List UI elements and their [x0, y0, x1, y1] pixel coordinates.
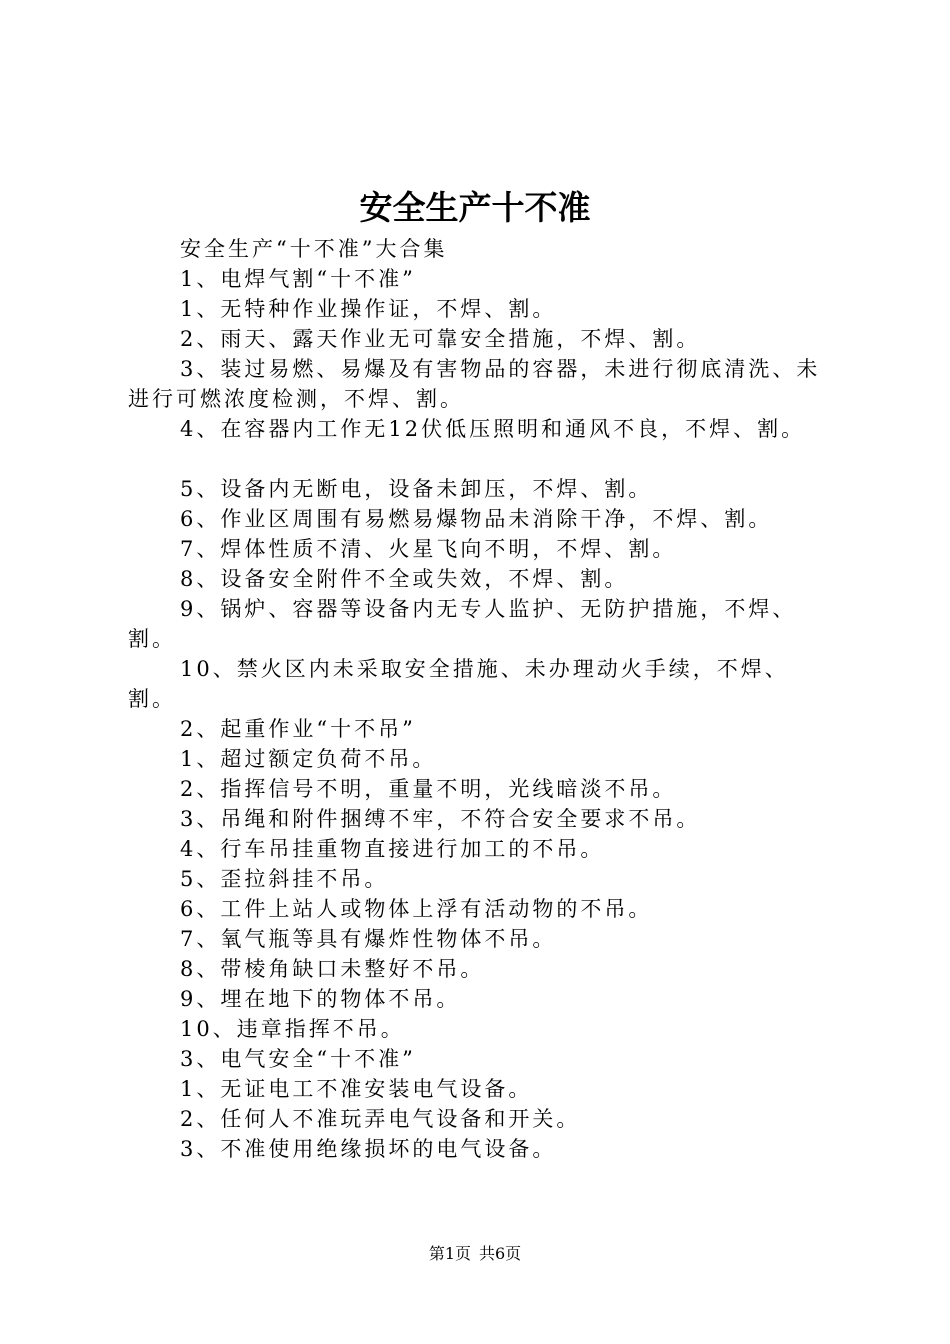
list-item: 5、歪拉斜挂不吊。 — [180, 867, 389, 891]
list-item: 10、违章指挥不吊。 — [180, 1017, 405, 1041]
list-item: 9、埋在地下的物体不吊。 — [180, 987, 461, 1011]
section-heading: 1、电焊气割“十不准” — [180, 267, 416, 291]
list-item: 10、禁火区内未采取安全措施、未办理动火手续，不焊、割。 — [128, 657, 789, 711]
list-item: 4、在容器内工作无12伏低压照明和通风不良，不焊、割。 — [180, 417, 806, 441]
list-item: 7、焊体性质不清、火星飞向不明，不焊、割。 — [180, 537, 677, 561]
list-item: 8、设备安全附件不全或失效，不焊、割。 — [180, 567, 629, 591]
list-item: 5、设备内无断电，设备未卸压，不焊、割。 — [180, 477, 653, 501]
list-item: 8、带棱角缺口未整好不吊。 — [180, 957, 485, 981]
document-title: 安全生产十不准 — [359, 188, 591, 227]
document-body — [128, 234, 828, 1164]
list-item: 2、指挥信号不明，重量不明，光线暗淡不吊。 — [180, 777, 677, 801]
paragraph: 安全生产“十不准”大合集 — [180, 237, 448, 261]
list-item: 2、雨天、露天作业无可靠安全措施，不焊、割。 — [180, 327, 701, 351]
page-total: 共6页 — [479, 1244, 522, 1263]
list-item: 3、装过易燃、易爆及有害物品的容器，未进行彻底清洗、未进行可燃浓度检测，不焊、割。 — [128, 357, 821, 411]
list-item: 3、不准使用绝缘损坏的电气设备。 — [180, 1137, 557, 1161]
list-item: 7、氧气瓶等具有爆炸性物体不吊。 — [180, 927, 557, 951]
section-heading: 3、电气安全“十不准” — [180, 1047, 416, 1071]
page-footer — [0, 1242, 950, 1266]
list-item: 1、无特种作业操作证，不焊、割。 — [180, 297, 557, 321]
list-item: 3、吊绳和附件捆缚不牢，不符合安全要求不吊。 — [180, 807, 701, 831]
list-item: 2、任何人不准玩弄电气设备和开关。 — [180, 1107, 581, 1131]
list-item: 9、锅炉、容器等设备内无专人监护、无防护措施，不焊、割。 — [128, 597, 797, 651]
list-item: 1、无证电工不准安装电气设备。 — [180, 1077, 533, 1101]
list-item: 6、作业区周围有易燃易爆物品未消除干净，不焊、割。 — [180, 507, 773, 531]
list-item: 6、工件上站人或物体上浮有活动物的不吊。 — [180, 897, 653, 921]
list-item: 4、行车吊挂重物直接进行加工的不吊。 — [180, 837, 605, 861]
page-number: 第1页 — [428, 1244, 471, 1263]
section-heading: 2、起重作业“十不吊” — [180, 717, 416, 741]
list-item: 1、超过额定负荷不吊。 — [180, 747, 437, 771]
